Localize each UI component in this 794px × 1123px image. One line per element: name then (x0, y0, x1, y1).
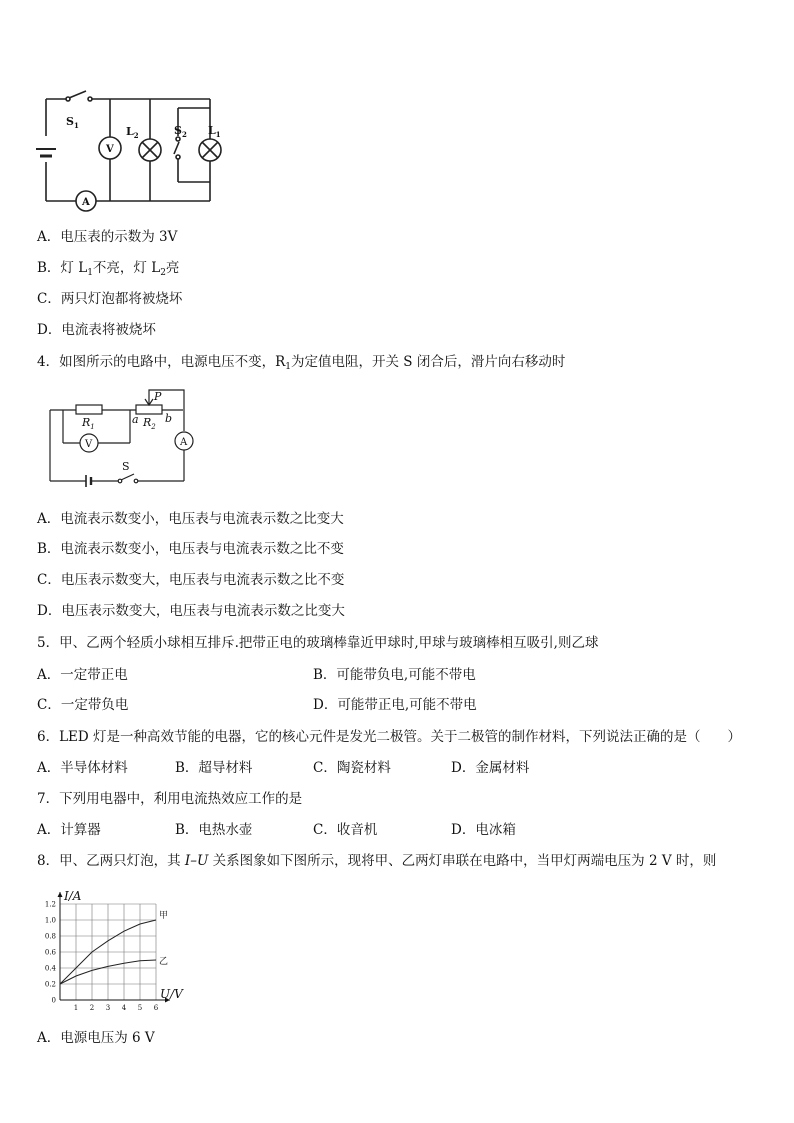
y-tick-label: 1.2 (44, 900, 56, 909)
q4-ammeter-label: A (180, 437, 188, 448)
q6-option-a: A．半导体材料 (37, 760, 128, 776)
y-tick-label: 0 (51, 996, 56, 1005)
q3-option-a: A．电压表的示数为 3V (37, 229, 178, 245)
q3-label-s2: $S_2$ (174, 124, 187, 139)
q4-stem: 4．如图所示的电路中，电源电压不变，$R_1$为定值电阻，开关 S 闭合后，滑片向右移动时 (37, 354, 566, 372)
q3-option-d: D．电流表将被烧坏 (37, 322, 156, 338)
y-tick-label: 1.0 (44, 916, 56, 925)
q5-option-a: A．一定带正电 (37, 667, 128, 683)
x-tick-label: 3 (105, 1004, 111, 1012)
q4-label-p: P (154, 390, 162, 403)
x-tick-label: 5 (137, 1004, 143, 1012)
q3-label-l1: $L_1$ (208, 124, 221, 139)
q6-option-b: B．超导材料 (175, 760, 253, 776)
series-label-yi: 乙 (159, 957, 169, 967)
q4-label-b: b (165, 412, 173, 425)
q8-stem: 8．甲、乙两只灯泡，其 I–U 关系图象如下图所示，现将甲、乙两灯串联在电路中，当甲灯两端电压为 2 V 时，则 (37, 853, 717, 869)
y-tick-label: 0.8 (44, 932, 56, 941)
q7-stem: 7．下列用电器中，利用电流热效应工作的是 (37, 791, 303, 807)
q7-option-a: A．计算器 (37, 822, 101, 838)
q5-option-b: B．可能带负电,可能不带电 (313, 667, 476, 683)
q7-option-b: B．电热水壶 (175, 822, 253, 838)
series-label-jia: 甲 (159, 911, 169, 921)
q7-option-d: D．电冰箱 (451, 822, 516, 838)
x-tick-label: 4 (121, 1004, 127, 1012)
q7-option-c: C．收音机 (313, 822, 378, 838)
y-tick-label: 0.4 (44, 964, 56, 973)
q4-label-r2: $R_2$ (143, 416, 156, 431)
q4-label-switch: S (122, 460, 130, 473)
q4-voltmeter-label: V (85, 439, 93, 450)
y-axis-arrow (58, 892, 63, 897)
y-axis-label: I/A (64, 889, 82, 903)
q3-label-l2: $L_2$ (126, 125, 139, 140)
q5-option-d: D．可能带正电,可能不带电 (313, 697, 477, 713)
q3-voltmeter-label: V (106, 144, 114, 155)
q5-option-c: C．一定带负电 (37, 697, 129, 713)
x-tick-label: 1 (73, 1004, 79, 1012)
q4-option-a: A．电流表示数变小，电压表与电流表示数之比变大 (37, 511, 344, 527)
x-tick-label: 2 (89, 1004, 95, 1012)
q8-iu-chart (36, 884, 196, 1014)
q6-stem: 6．LED 灯是一种高效节能的电器，它的核心元件是发光二极管。关于二极管的制作材料，下列说法正确的是（ ） (37, 729, 742, 745)
q3-option-b: B．灯 $L_1$不亮，灯 $L_2$亮 (37, 260, 180, 278)
q6-option-d: D．金属材料 (451, 760, 530, 776)
y-tick-label: 0.2 (44, 980, 56, 989)
q3-ammeter-label: A (82, 197, 90, 208)
y-tick-label: 0.6 (44, 948, 56, 957)
q8-option-a: A．电源电压为 6 V (37, 1030, 155, 1046)
q5-stem: 5．甲、乙两个轻质小球相互排斥.把带正电的玻璃棒靠近甲球时,甲球与玻璃棒相互吸引,则乙球 (37, 635, 599, 651)
q4-option-b: B．电流表示数变小，电压表与电流表示数之比不变 (37, 541, 344, 557)
x-axis-label: U/V (160, 987, 183, 1001)
q3-circuit-diagram (36, 84, 221, 216)
q4-option-d: D．电压表示数变大，电压表与电流表示数之比变大 (37, 603, 345, 619)
q4-label-a: a (132, 413, 139, 426)
q6-option-c: C．陶瓷材料 (313, 760, 391, 776)
q3-option-c: C．两只灯泡都将被烧坏 (37, 291, 183, 307)
q4-label-r1: $R_1$ (82, 416, 95, 431)
q4-option-c: C．电压表示数变大，电压表与电流表示数之比不变 (37, 572, 345, 588)
x-tick-label: 6 (153, 1004, 159, 1012)
q3-label-s1: $S_1$ (66, 115, 79, 130)
q4-circuit-diagram (48, 386, 203, 492)
